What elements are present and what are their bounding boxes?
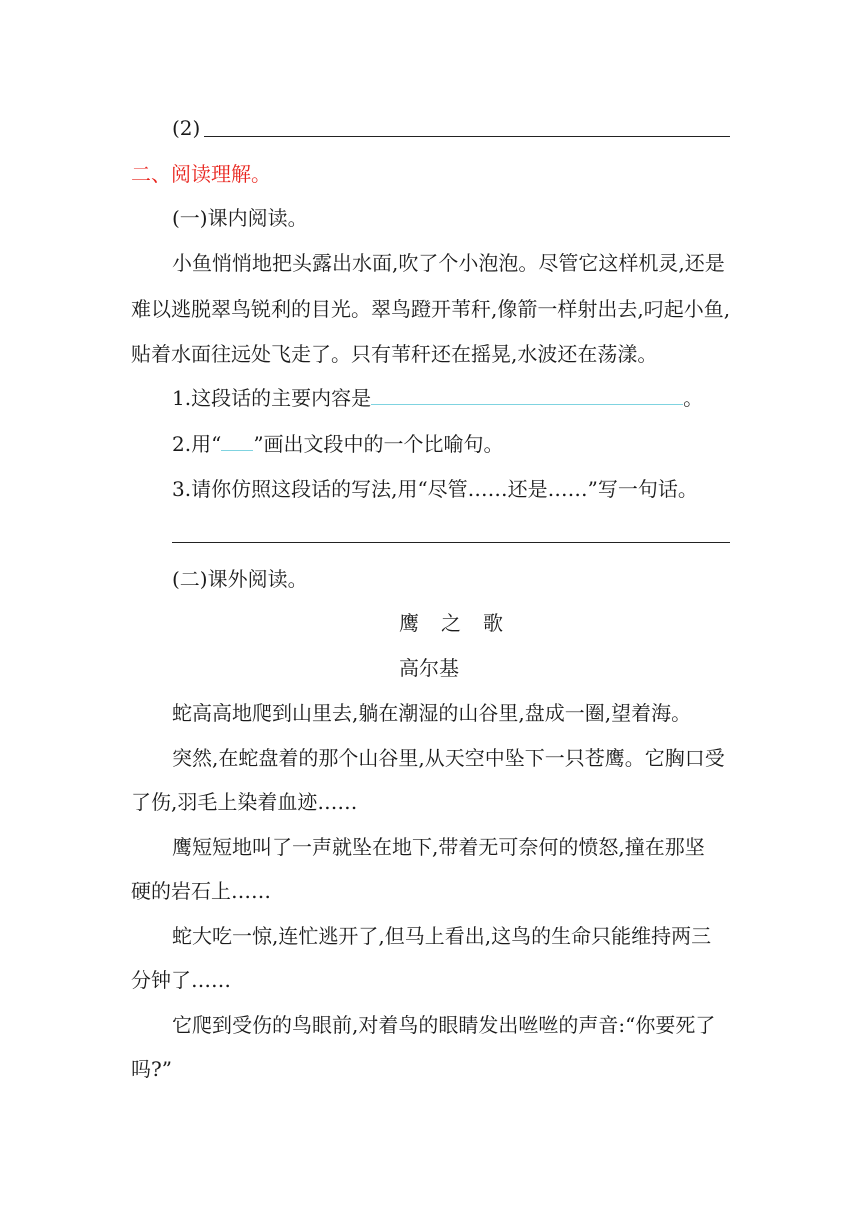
passage2-p4-line-2: 分钟了…… xyxy=(131,968,231,992)
section-heading-reading: 二、阅读理解。 xyxy=(131,162,271,186)
story-title: 鹰之歌 xyxy=(399,611,525,635)
passage2-p2-line-1: 突然,在蛇盘着的那个山谷里,从天空中坠下一只苍鹰。它胸口受 xyxy=(172,746,725,770)
passage2-p4-line-1: 蛇大吃一惊,连忙逃开了,但马上看出,这鸟的生命只能维持两三 xyxy=(172,924,712,948)
passage1-line-3: 贴着水面往远处飞走了。只有苇秆还在摇晃,水波还在荡漾。 xyxy=(131,342,658,366)
question-2-text-start: 2.用“ xyxy=(172,432,222,456)
passage2-p5-line-1: 它爬到受伤的鸟眼前,对着鸟的眼睛发出咝咝的声音:“你要死了 xyxy=(172,1013,716,1037)
question-3: 3.请你仿照这段话的写法,用“尽管……还是……”写一句话。 xyxy=(172,477,698,501)
underline-sample xyxy=(221,432,253,451)
passage2-p2-line-2: 了伤,羽毛上染着血迹…… xyxy=(131,790,358,814)
story-author: 高尔基 xyxy=(399,656,459,680)
question-1-text: 1.这段话的主要内容是 xyxy=(172,386,372,410)
passage2-p3-line-2: 硬的岩石上…… xyxy=(131,879,271,903)
question-2-label: (2) xyxy=(172,116,201,140)
passage2-p5-line-2: 吗?” xyxy=(131,1057,172,1081)
passage2-p3-line-1: 鹰短短地叫了一声就坠在地下,带着无可奈何的愤怒,撞在那坚 xyxy=(172,835,705,859)
answer-line-q2[interactable] xyxy=(204,136,730,137)
question-1 xyxy=(172,384,703,412)
passage1-line-1: 小鱼悄悄地把头露出水面,吹了个小泡泡。尽管它这样机灵,还是 xyxy=(172,251,725,275)
passage1-line-2: 难以逃脱翠鸟锐利的目光。翠鸟蹬开苇秆,像箭一样射出去,叼起小鱼, xyxy=(131,297,731,321)
part1-heading: (一)课内阅读。 xyxy=(172,206,308,230)
question-2-text-end: ”画出文段中的一个比喻句。 xyxy=(253,432,504,456)
question-1-end: 。 xyxy=(683,386,704,410)
part2-heading: (二)课外阅读。 xyxy=(172,567,308,591)
passage2-paragraph-1: 蛇高高地爬到山里去,躺在潮湿的山谷里,盘成一圈,望着海。 xyxy=(172,701,692,725)
question-2 xyxy=(172,430,504,458)
answer-line-q3[interactable] xyxy=(172,542,730,543)
answer-blank-q1[interactable] xyxy=(371,386,683,405)
